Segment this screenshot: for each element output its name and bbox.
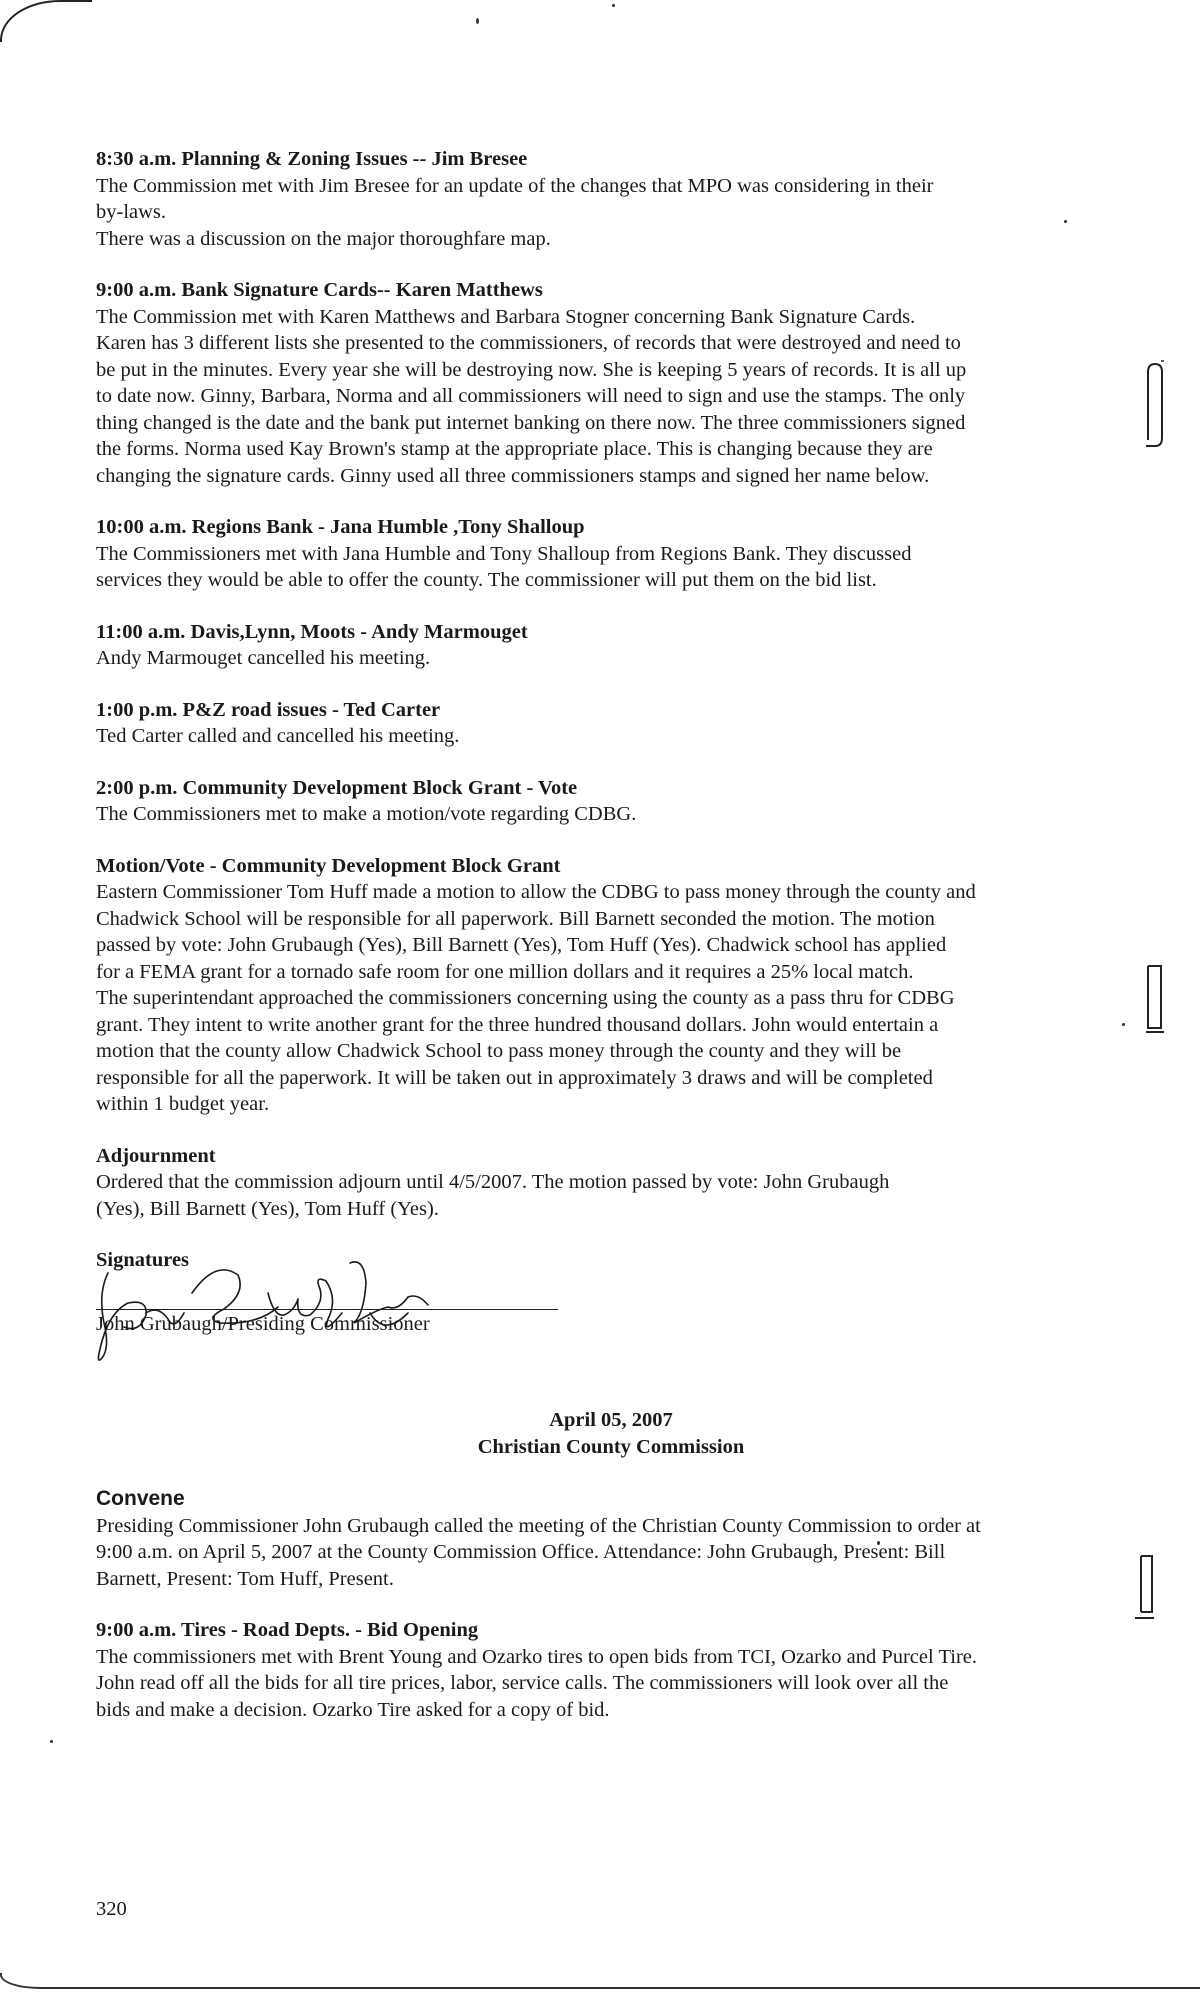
agenda-item-heading: Adjournment [96, 1144, 216, 1167]
body-line: within 1 budget year. [96, 1093, 270, 1115]
body-line: Eastern Commissioner Tom Huff made a motion to allow the CDBG to pass money through the county and [96, 881, 976, 903]
scan-speck [612, 4, 615, 7]
body-line: grant. They intent to write another grant for the three hundred thousand dollars. John would entertain a [96, 1013, 939, 1036]
agenda-item-cdbg-vote [96, 775, 1126, 828]
agenda-item-bank-signature-cards [96, 277, 1126, 489]
body-line: The Commissioners met to make a motion/vote regarding CDBG. [96, 803, 637, 825]
scan-edge-bottom [0, 1973, 1200, 1989]
body-line: Karen has 3 different lists she presented to the commissioners, of records that were destroyed and need to [96, 332, 961, 354]
body-line: responsible for all the paperwork. It will be taken out in approximately 3 draws and will be completed [96, 1066, 933, 1089]
scan-speck [476, 18, 479, 24]
body-line: Chadwick School will be responsible for all paperwork. Bill Barnett seconded the motion. The motion [96, 907, 935, 930]
margin-bracket-mark [1144, 962, 1166, 1034]
scan-speck [50, 1740, 53, 1743]
page-number: 320 [96, 1898, 127, 1920]
body-line: Presiding Commissioner John Grubaugh called the meeting of the Christian County Commission to order at [96, 1514, 981, 1537]
body-line: (Yes), Bill Barnett (Yes), Tom Huff (Yes). [96, 1197, 439, 1220]
body-line: passed by vote: John Grubaugh (Yes), Bill Barnett (Yes), Tom Huff (Yes). Chadwick school has applied [96, 934, 947, 956]
signatures-label: Signatures [96, 1249, 190, 1271]
body-line: The commissioners met with Brent Young and Ozarko tires to open bids from TCI, Ozarko and Purcel Tire. [96, 1645, 977, 1668]
agenda-item-heading: 10:00 a.m. Regions Bank - Jana Humble ,Tony Shalloup [96, 516, 585, 538]
margin-bracket-mark [1144, 360, 1166, 450]
meeting-date: April 05, 2007 [549, 1409, 673, 1431]
body-line: Andy Marmouget cancelled his meeting. [96, 647, 431, 669]
agenda-item-tires-bid-opening [96, 1617, 1126, 1723]
agenda-item-planning-zoning [96, 146, 1126, 252]
agenda-item-davis-lynn-moots [96, 619, 1126, 672]
body-line: 9:00 a.m. on April 5, 2007 at the County Commission Office. Attendance: John Grubaugh, Present: Bill [96, 1541, 946, 1563]
body-line: The superintendant approached the commissioners concerning using the county as a pass thru for CDBG [96, 987, 955, 1009]
body-line: services they would be able to offer the county. The commissioner will put them on the bid list. [96, 569, 877, 591]
agenda-item-motion-vote-cdbg [96, 853, 1126, 1118]
body-line: The Commission met with Jim Bresee for an update of the changes that MPO was considering in their [96, 174, 934, 197]
body-line: bids and make a decision. Ozarko Tire asked for a copy of bid. [96, 1698, 610, 1721]
agenda-item-regions-bank [96, 514, 1126, 594]
body-line: John read off all the bids for all tire prices, labor, service calls. The commissioners will look over all the [96, 1672, 949, 1694]
agenda-item-heading: 9:00 a.m. Bank Signature Cards-- Karen Matthews [96, 279, 543, 301]
body-line: to date now. Ginny, Barbara, Norma and all commissioners will need to sign and use the stamps. The only [96, 385, 966, 407]
agenda-item-heading: 9:00 a.m. Tires - Road Depts. - Bid Opening [96, 1619, 479, 1641]
agenda-item-heading: 11:00 a.m. Davis,Lynn, Moots - Andy Marmouget [96, 620, 528, 643]
signature-block [96, 1247, 1126, 1367]
agenda-item-heading: Motion/Vote - Community Development Block Grant [96, 854, 561, 877]
body-line: be put in the minutes. Every year she will be destroying now. She is keeping 5 years of records. It is all up [96, 358, 967, 381]
body-line: thing changed is the date and the bank put internet banking on there now. The three commissioners signed [96, 411, 966, 434]
meeting-body: Christian County Commission [477, 1435, 745, 1458]
body-line: Ordered that the commission adjourn until 4/5/2007. The motion passed by vote: John Grubaugh [96, 1171, 890, 1193]
margin-bracket-mark [1134, 1552, 1156, 1622]
handwritten-signature [88, 1253, 528, 1363]
body-line: by-laws. [96, 201, 167, 223]
body-line: for a FEMA grant for a tornado safe room for one million dollars and it requires a 25% local match. [96, 960, 914, 983]
body-line: Ted Carter called and cancelled his meeting. [96, 725, 460, 747]
next-meeting-header [96, 1407, 1126, 1460]
agenda-item-adjournment [96, 1143, 1126, 1223]
minutes-body [96, 146, 1126, 1748]
body-line: The Commissioners met with Jana Humble and Tony Shalloup from Regions Bank. They discussed [96, 542, 912, 565]
agenda-item-pz-road-issues [96, 697, 1126, 750]
body-line: changing the signature cards. Ginny used all three commissioners stamps and signed her name below. [96, 464, 930, 487]
body-line: the forms. Norma used Kay Brown's stamp at the appropriate place. This is changing because they are [96, 438, 933, 460]
scan-edge-top-left [0, 0, 92, 42]
agenda-item-heading: 1:00 p.m. P&Z road issues - Ted Carter [96, 698, 441, 721]
agenda-item-convene [96, 1486, 1126, 1592]
agenda-item-heading: 8:30 a.m. Planning & Zoning Issues -- Jim Bresee [96, 148, 528, 170]
agenda-item-heading: Convene [96, 1487, 185, 1510]
body-line: There was a discussion on the major thoroughfare map. [96, 227, 551, 250]
body-line: Barnett, Present: Tom Huff, Present. [96, 1567, 394, 1590]
body-line: motion that the county allow Chadwick School to pass money through the county and they will be [96, 1040, 902, 1062]
body-line: The Commission met with Karen Matthews and Barbara Stogner concerning Bank Signature Cards. [96, 305, 916, 328]
signatory-name: John Grubaugh/Presiding Commissioner [96, 1313, 430, 1335]
agenda-item-heading: 2:00 p.m. Community Development Block Grant - Vote [96, 776, 578, 799]
